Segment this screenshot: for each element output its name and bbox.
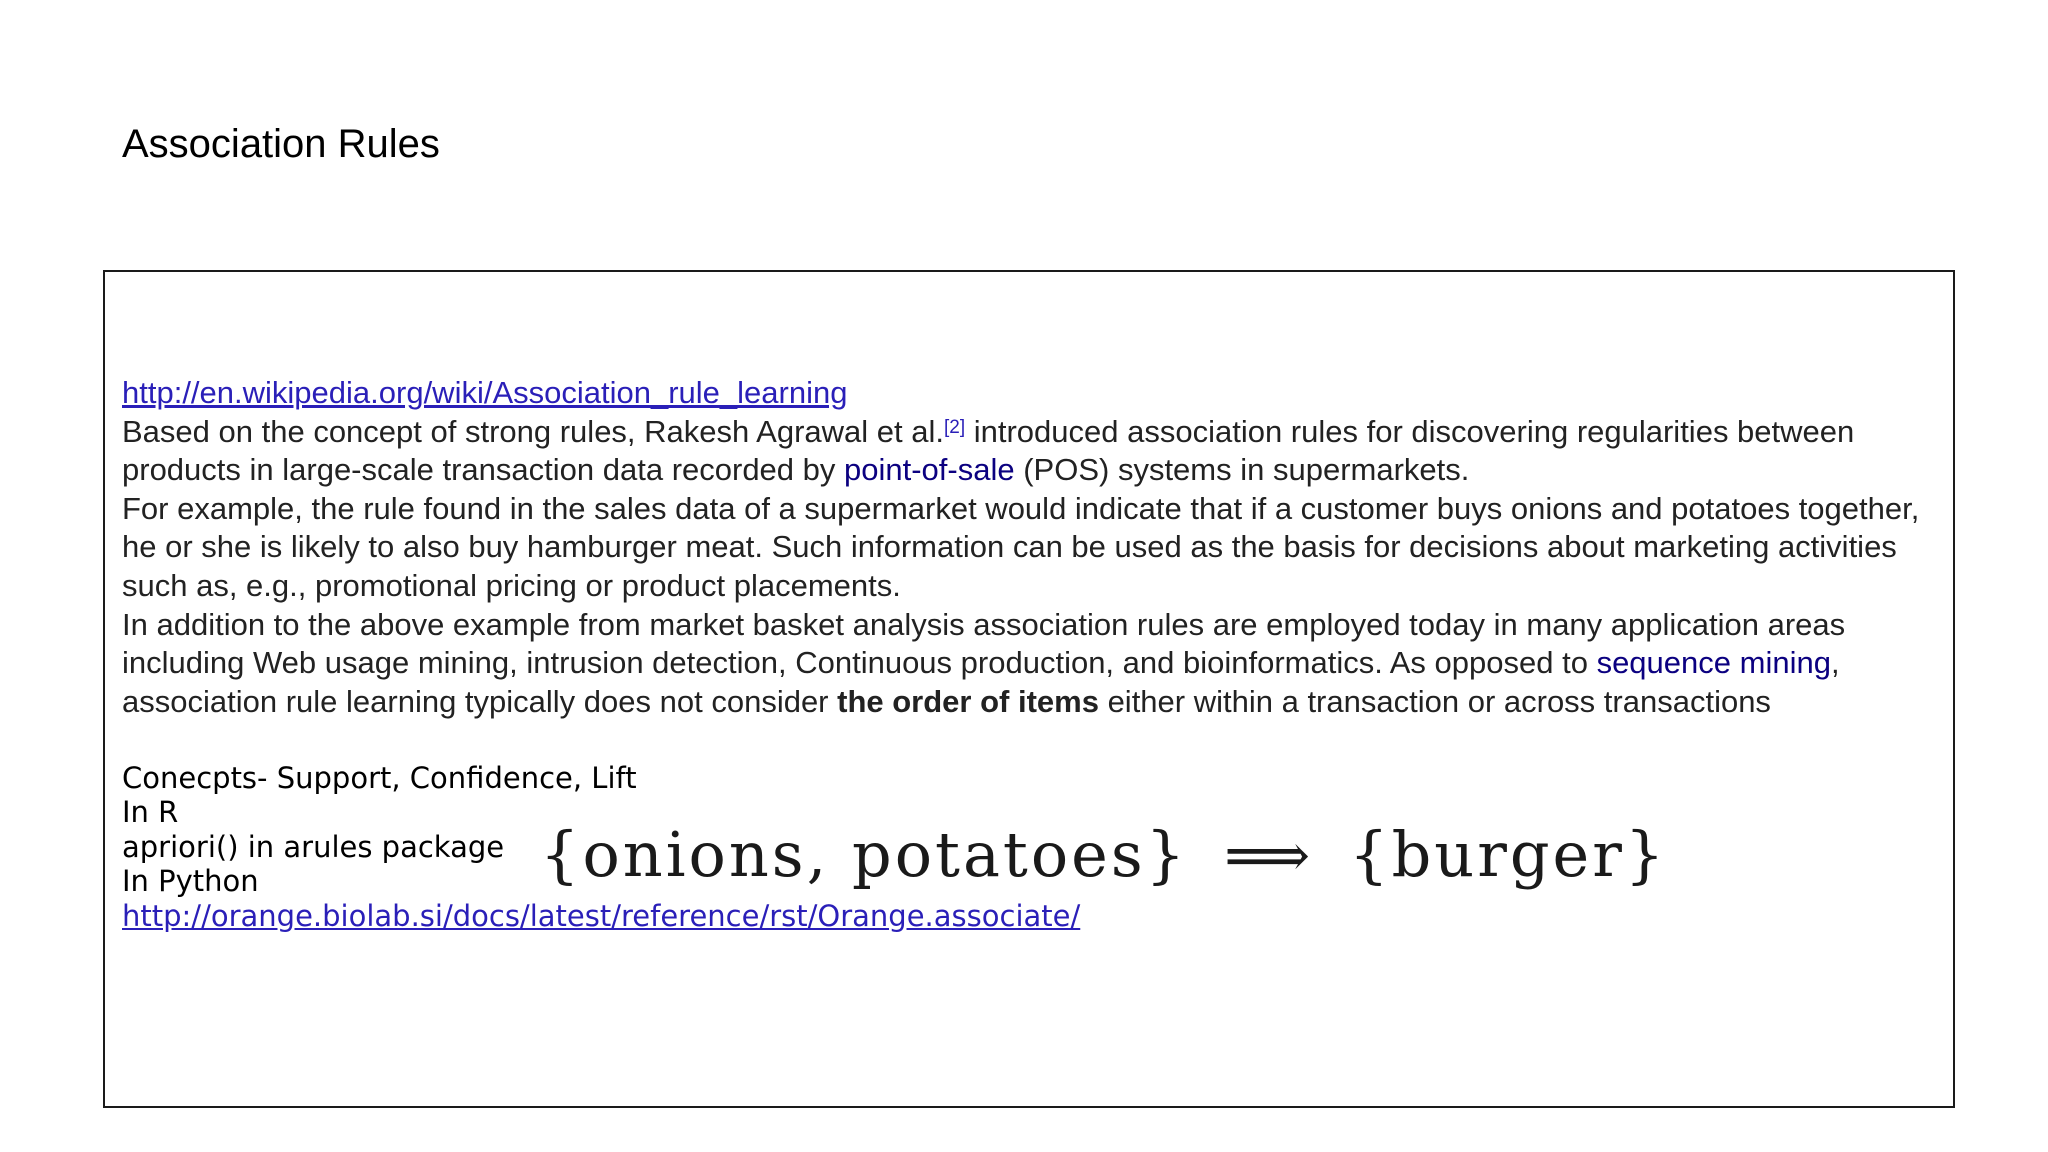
paragraph-1 [122, 413, 1942, 490]
paragraph-3-text-c: either within a transaction or across transactions [1098, 683, 1771, 719]
slide-title: Association Rules [122, 122, 440, 166]
paragraph-2: For example, the rule found in the sales data of a supermarket would indicate that if a customer buys onions and potatoes together, he or she is likely to also buy hamburger meat. Such information can be used as the basis for decisions about marketing activities such as, e.g., promotional pricing or product placements. [122, 490, 1920, 603]
in-r-line: In R [122, 795, 179, 830]
orange-url-line [122, 899, 1080, 933]
paragraph-3-text-b: , association rule learning typically does not consider [122, 645, 1840, 719]
paragraph-1-text-a: Based on the concept of strong rules, Rakesh Agrawal et al. [122, 413, 944, 449]
wiki-url-link[interactable]: http://en.wikipedia.org/wiki/Association_rule_learning [122, 375, 848, 410]
paragraph-3 [122, 606, 1942, 722]
citation-ref-link[interactable]: [2] [943, 416, 966, 438]
paragraph-3-text-a: In addition to the above example from market basket analysis association rules are employed today in many application areas including Web usage mining, intrusion detection, Continuous production, and bioinformatics. As opposed to [122, 606, 1846, 681]
association-rule-formula [540, 810, 1920, 900]
formula-antecedent: {onions, potatoes} [540, 818, 1189, 891]
formula-consequent: {burger} [1349, 818, 1668, 891]
paragraph-1-text-b: introduced association rules for discovering regularities between products in large-scale transaction data recorded by [122, 413, 1855, 488]
apriori-line: apriori() in arules package [122, 829, 505, 864]
concepts-line: Conecpts- Support, Confidence, Lift [122, 761, 637, 795]
point-of-sale-link[interactable]: point-of-sale [844, 452, 1015, 488]
orange-url-link[interactable]: http://orange.biolab.si/docs/latest/reference/rst/Orange.associate/ [122, 898, 1081, 933]
body-text [122, 374, 1942, 721]
implies-arrow-icon: ⟹ [1224, 821, 1314, 891]
in-python-line: In Python [122, 864, 259, 899]
sequence-mining-link[interactable]: sequence mining [1596, 645, 1831, 681]
order-of-items-bold: the order of items [837, 683, 1099, 719]
wiki-url-line [122, 374, 1942, 413]
paragraph-1-text-c: (POS) systems in supermarkets. [1014, 452, 1470, 488]
